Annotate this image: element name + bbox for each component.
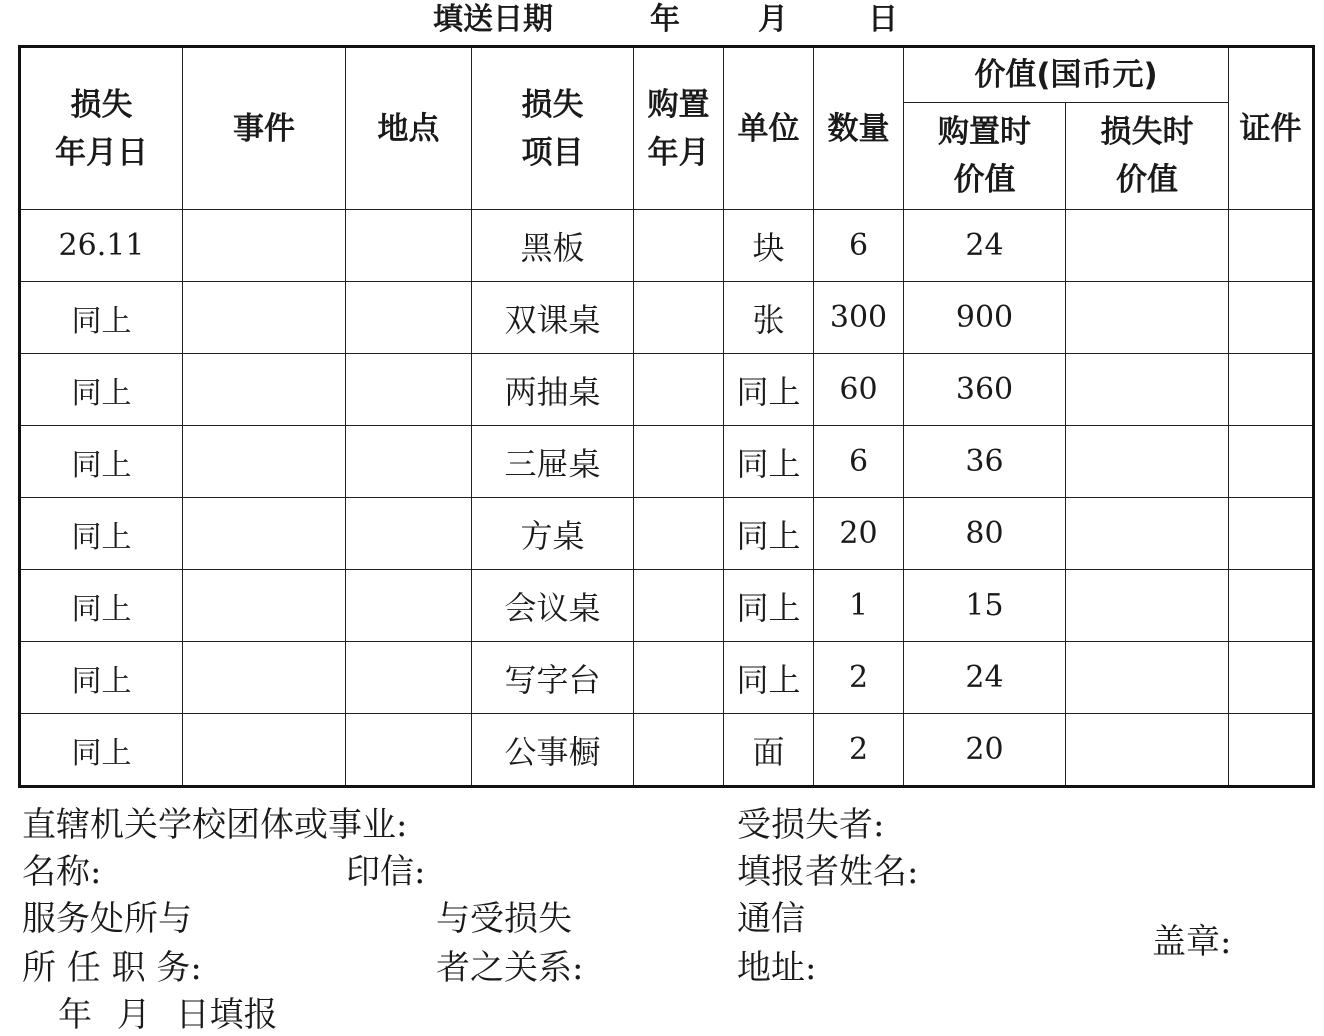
cell-certificate: [1229, 426, 1314, 498]
cell-unit: 块: [724, 210, 814, 282]
loss-report-table: [18, 45, 1315, 788]
cell-location: [346, 282, 472, 354]
cell-loss-item: 方桌: [472, 498, 634, 570]
cell-purchase-date: [634, 642, 724, 714]
header-purchase-value: [904, 103, 1066, 210]
table-row: [20, 498, 1314, 570]
reporter-name-label: 填报者姓名:: [737, 852, 919, 892]
cell-loss-value: [1066, 570, 1229, 642]
table-row: [20, 426, 1314, 498]
cell-purchase-value: 24: [904, 642, 1066, 714]
cell-quantity: 6: [814, 426, 904, 498]
header-loss-value-line: 损失时: [1100, 114, 1194, 150]
cell-loss-date: 同上: [20, 354, 183, 426]
cell-loss-value: [1066, 498, 1229, 570]
cell-certificate: [1229, 498, 1314, 570]
cell-quantity: 60: [814, 354, 904, 426]
cell-event: [183, 210, 346, 282]
cell-quantity: 300: [814, 282, 904, 354]
header-purchase-date-line: 购置: [647, 86, 710, 123]
cell-quantity: 2: [814, 714, 904, 787]
communication-label: 通信: [737, 899, 805, 939]
header-loss-item-line: 项目: [521, 134, 584, 171]
header-certificate: 证件: [1229, 47, 1314, 210]
cell-loss-date: 同上: [20, 570, 183, 642]
cell-purchase-date: [634, 210, 724, 282]
table-row: [20, 642, 1314, 714]
seal-label: 印信:: [346, 852, 426, 892]
header-purchase-date-line: 年月: [647, 134, 710, 171]
header-event: 事件: [183, 47, 346, 210]
cell-purchase-value: 15: [904, 570, 1066, 642]
victim-label: 受损失者:: [737, 805, 885, 845]
cell-event: [183, 354, 346, 426]
cell-purchase-value: 20: [904, 714, 1066, 787]
cell-purchase-date: [634, 426, 724, 498]
cell-purchase-value: 80: [904, 498, 1066, 570]
cell-loss-date: 26.11: [20, 210, 183, 282]
cell-purchase-date: [634, 282, 724, 354]
cell-unit: 同上: [724, 642, 814, 714]
cell-location: [346, 642, 472, 714]
date-line-day: 日: [868, 2, 898, 37]
cell-loss-value: [1066, 282, 1229, 354]
cell-loss-value: [1066, 210, 1229, 282]
cell-unit: 张: [724, 282, 814, 354]
cell-purchase-date: [634, 570, 724, 642]
cell-certificate: [1229, 354, 1314, 426]
header-loss-item-line: 损失: [521, 86, 584, 123]
cell-purchase-value: 360: [904, 354, 1066, 426]
cell-event: [183, 426, 346, 498]
name-label: 名称:: [22, 852, 102, 892]
cell-purchase-value: 24: [904, 210, 1066, 282]
cell-loss-item: 黑板: [472, 210, 634, 282]
date-line-label: 填送日期: [433, 2, 553, 37]
cell-loss-item: 三屉桌: [472, 426, 634, 498]
cell-purchase-date: [634, 354, 724, 426]
cell-location: [346, 354, 472, 426]
cell-certificate: [1229, 282, 1314, 354]
cell-loss-value: [1066, 714, 1229, 787]
cell-loss-date: 同上: [20, 426, 183, 498]
service-label: 服务处所与: [22, 899, 192, 939]
header-unit: 单位: [724, 47, 814, 210]
cell-loss-item: 双课桌: [472, 282, 634, 354]
cell-loss-item: 公事橱: [472, 714, 634, 787]
cell-event: [183, 714, 346, 787]
table-row: [20, 282, 1314, 354]
cell-loss-date: 同上: [20, 642, 183, 714]
org-line: 直辖机关学校团体或事业:: [22, 805, 408, 845]
cell-certificate: [1229, 642, 1314, 714]
header-loss-value: [1066, 103, 1229, 210]
cell-quantity: 6: [814, 210, 904, 282]
header-loss-date-line: 年月日: [55, 134, 148, 171]
cell-purchase-value: 900: [904, 282, 1066, 354]
cell-location: [346, 426, 472, 498]
cell-purchase-value: 36: [904, 426, 1066, 498]
cell-event: [183, 282, 346, 354]
cell-loss-value: [1066, 426, 1229, 498]
header-loss-date: [20, 47, 183, 210]
report-date-label: 年 月 日填报: [58, 995, 278, 1035]
cell-quantity: 2: [814, 642, 904, 714]
stamp-label: 盖章:: [1152, 922, 1232, 962]
header-loss-item: [472, 47, 634, 210]
table-row: [20, 714, 1314, 787]
table-row: [20, 210, 1314, 282]
cell-loss-date: 同上: [20, 282, 183, 354]
cell-loss-date: 同上: [20, 714, 183, 787]
date-line-year: 年: [650, 2, 680, 37]
table-row: [20, 570, 1314, 642]
cell-event: [183, 570, 346, 642]
cell-unit: 同上: [724, 354, 814, 426]
header-value-group: 价值(国币元): [904, 47, 1229, 103]
position-label: 所 任 职 务:: [22, 948, 202, 988]
header-purchase-date: [634, 47, 724, 210]
cell-unit: 同上: [724, 570, 814, 642]
header-purchase-value-line: 购置时: [938, 114, 1031, 150]
cell-certificate: [1229, 714, 1314, 787]
header-location: 地点: [346, 47, 472, 210]
cell-loss-value: [1066, 642, 1229, 714]
cell-location: [346, 498, 472, 570]
date-line-month: 月: [758, 2, 788, 37]
cell-event: [183, 498, 346, 570]
header-loss-date-line: 损失: [70, 86, 133, 123]
cell-loss-item: 会议桌: [472, 570, 634, 642]
cell-certificate: [1229, 210, 1314, 282]
cell-event: [183, 642, 346, 714]
cell-loss-value: [1066, 354, 1229, 426]
cell-location: [346, 714, 472, 787]
cell-quantity: 20: [814, 498, 904, 570]
cell-purchase-date: [634, 498, 724, 570]
cell-location: [346, 570, 472, 642]
relation-label-2: 者之关系:: [436, 948, 584, 988]
cell-unit: 同上: [724, 426, 814, 498]
cell-unit: 面: [724, 714, 814, 787]
cell-purchase-date: [634, 714, 724, 787]
relation-label-1: 与受损失: [436, 899, 572, 939]
header-quantity: 数量: [814, 47, 904, 210]
cell-loss-date: 同上: [20, 498, 183, 570]
table-row: [20, 354, 1314, 426]
header-loss-value-line: 价值: [1116, 162, 1178, 198]
cell-certificate: [1229, 570, 1314, 642]
cell-loss-item: 写字台: [472, 642, 634, 714]
cell-location: [346, 210, 472, 282]
header-purchase-value-line: 价值: [953, 162, 1016, 198]
cell-quantity: 1: [814, 570, 904, 642]
table-body: [20, 210, 1314, 787]
cell-unit: 同上: [724, 498, 814, 570]
cell-loss-item: 两抽桌: [472, 354, 634, 426]
address-label: 地址:: [737, 948, 817, 988]
